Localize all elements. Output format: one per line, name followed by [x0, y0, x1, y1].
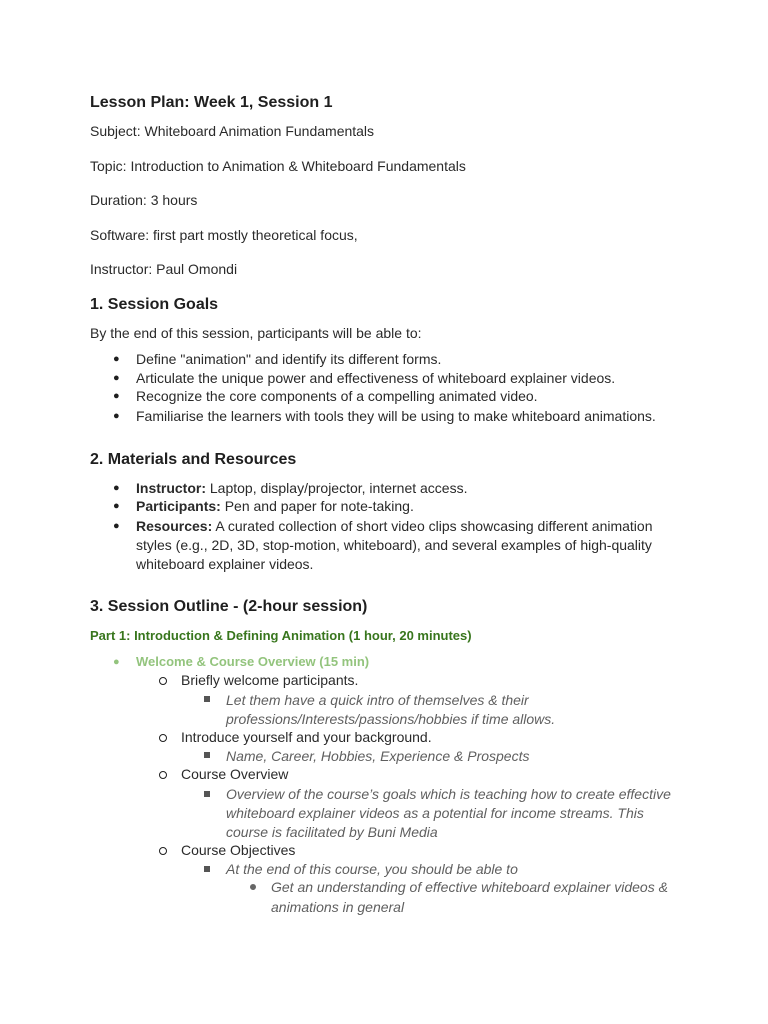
section-heading-materials: 2. Materials and Resources [90, 451, 297, 468]
square-bullet-icon [204, 791, 210, 797]
bullet-icon: ● [113, 353, 120, 365]
bullet-icon: ● [113, 520, 120, 532]
duration-line: Duration: 3 hours [90, 192, 198, 208]
section-heading-goals: 1. Session Goals [90, 296, 219, 313]
circle-bullet-icon [159, 734, 167, 742]
bullet-icon: ● [113, 500, 120, 512]
circle-bullet-icon [159, 847, 167, 855]
material-item [136, 480, 467, 496]
goals-intro: By the end of this session, participants will be able to: [90, 325, 422, 341]
note-item-cont: whiteboard explainer videos as a potential for income streams. This [226, 805, 644, 821]
note-item: Let them have a quick intro of themselves & their [226, 692, 529, 708]
bullet-icon: ● [113, 390, 120, 402]
bullet-icon: ● [113, 372, 120, 384]
material-label: Instructor: [136, 480, 206, 496]
goal-item: Articulate the unique power and effectiveness of whiteboard explainer videos. [136, 370, 616, 386]
sub-item: Course Overview [181, 766, 289, 782]
material-text-cont: whiteboard explainer videos. [136, 556, 314, 572]
software-line: Software: first part mostly theoretical focus, [90, 227, 358, 243]
subject-line: Subject: Whiteboard Animation Fundamentals [90, 123, 375, 139]
square-bullet-icon [204, 752, 210, 758]
sub-item: Introduce yourself and your background. [181, 729, 432, 745]
objective-item-cont: animations in general [271, 899, 405, 915]
square-bullet-icon [204, 866, 210, 872]
bullet-icon: ● [113, 410, 120, 422]
material-item [136, 498, 414, 514]
bullet-icon [250, 884, 256, 890]
bullet-icon: ● [113, 656, 120, 668]
circle-bullet-icon [159, 677, 167, 685]
objective-item: Get an understanding of effective whiteboard explainer videos & [271, 879, 668, 895]
note-item: At the end of this course, you should be able to [226, 861, 518, 877]
material-label: Resources: [136, 518, 213, 534]
material-text: Pen and paper for note-taking. [220, 498, 414, 514]
material-text-cont: styles (e.g., 2D, 3D, stop-motion, whiteboard), and several examples of high-quality [136, 537, 652, 553]
sub-item: Course Objectives [181, 842, 296, 858]
material-item [136, 518, 652, 534]
part-heading: Part 1: Introduction & Defining Animation (1 hour, 20 minutes) [90, 628, 472, 643]
note-item-cont: course is facilitated by Buni Media [226, 824, 438, 840]
material-text: Laptop, display/projector, internet access. [206, 480, 468, 496]
welcome-item: Welcome & Course Overview (15 min) [136, 654, 370, 669]
instructor-line: Instructor: Paul Omondi [90, 261, 238, 277]
note-item-cont: professions/Interests/passions/hobbies if time allows. [226, 711, 556, 727]
sub-item: Briefly welcome participants. [181, 672, 359, 688]
note-item: Name, Career, Hobbies, Experience & Prospects [226, 748, 530, 764]
page-title: Lesson Plan: Week 1, Session 1 [90, 94, 333, 111]
bullet-icon: ● [113, 482, 120, 494]
section-heading-outline: 3. Session Outline - (2-hour session) [90, 598, 368, 615]
material-label: Participants: [136, 498, 221, 514]
goal-item: Familiarise the learners with tools they will be using to make whiteboard animations. [136, 408, 656, 424]
goal-item: Define "animation" and identify its different forms. [136, 351, 442, 367]
note-item: Overview of the course’s goals which is teaching how to create effective [226, 786, 671, 802]
material-text: A curated collection of short video clips showcasing different animation [212, 518, 653, 534]
circle-bullet-icon [159, 771, 167, 779]
square-bullet-icon [204, 696, 210, 702]
topic-line: Topic: Introduction to Animation & Whiteboard Fundamentals [90, 158, 466, 174]
goal-item: Recognize the core components of a compelling animated video. [136, 388, 538, 404]
